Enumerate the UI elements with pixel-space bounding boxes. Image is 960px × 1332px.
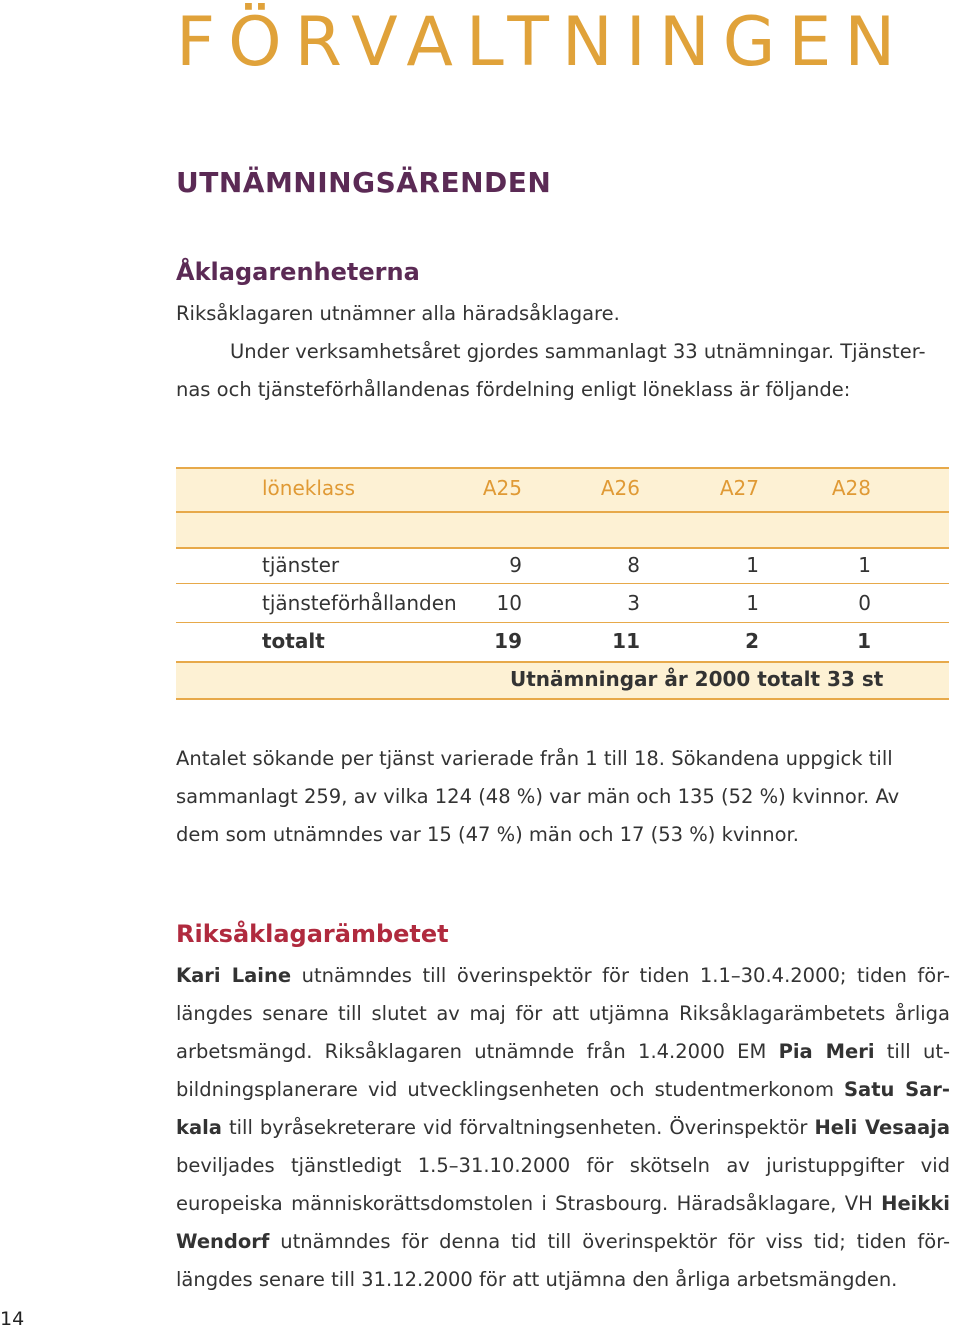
table-cell: 10	[496, 591, 522, 615]
person-name: Heikki	[881, 1192, 950, 1215]
paragraph-line: sammanlagt 259, av vilka 124 (48 %) var män och 135 (52 %) kvinnor. Av	[176, 785, 900, 808]
table-spacer-band	[176, 513, 949, 549]
page-number: 14	[0, 1308, 25, 1330]
subsection-heading-riksaklagarambetet: Riksåklagarämbetet	[176, 920, 449, 948]
table-header-cell: A26	[600, 476, 640, 500]
table-cell: 3	[627, 591, 640, 615]
table-rule	[176, 661, 949, 663]
table-row-label: tjänster	[262, 553, 340, 577]
paragraph-line: bildningsplanerare vid utvecklingsenheten och studentmerkonom Satu Sar-	[176, 1078, 951, 1101]
table-cell: 19	[494, 629, 522, 653]
paragraph-line: längdes senare till 31.12.2000 för att utjämna den årliga arbetsmängden.	[176, 1268, 898, 1291]
table-cell: 1	[857, 629, 871, 653]
table-rule	[176, 698, 949, 700]
applicants-paragraph	[176, 740, 899, 854]
table-rule	[176, 583, 949, 584]
appointments-paragraph	[176, 957, 950, 1299]
intro-line: Riksåklagaren utnämner alla häradsåklagare.	[176, 302, 620, 325]
table-footer: Utnämningar år 2000 totalt 33 st	[510, 667, 884, 691]
intro-paragraph	[176, 295, 926, 409]
paragraph-line: Antalet sökande per tjänst varierade från 1 till 18. Sökandena uppgick till	[176, 747, 893, 770]
table-header-cell: A27	[719, 476, 759, 500]
table-cell: 1	[746, 553, 759, 577]
table-cell: 2	[745, 629, 759, 653]
person-name: Heli Vesaaja	[814, 1116, 950, 1139]
table-cell: 1	[746, 591, 759, 615]
paragraph-line: Wendorf utnämndes för denna tid till överinspektör för viss tid; tiden för-	[176, 1230, 950, 1253]
table-cell: 9	[509, 553, 522, 577]
table-header-cell: A25	[482, 476, 522, 500]
page-title: FÖRVALTNINGEN	[176, 3, 909, 82]
person-name: Pia Meri	[778, 1040, 875, 1063]
paragraph-line: dem som utnämndes var 15 (47 %) män och 17 (53 %) kvinnor.	[176, 823, 799, 846]
paragraph-line: beviljades tjänstledigt 1.5–31.10.2000 för skötseln av juristuppgifter vid	[176, 1154, 950, 1177]
section-heading: UTNÄMNINGSÄRENDEN	[176, 166, 552, 199]
table-cell: 0	[858, 591, 871, 615]
paragraph-line: arbetsmängd. Riksåklagaren utnämnde från 1.4.2000 EM Pia Meri till ut-	[176, 1040, 951, 1063]
paragraph-line: Kari Laine utnämndes till överinspektör för tiden 1.1–30.4.2000; tiden för-	[176, 964, 950, 987]
paragraph-line: europeiska människorättsdomstolen i Strasbourg. Häradsåklagare, VH Heikki	[176, 1192, 950, 1215]
person-name: Kari Laine	[176, 964, 292, 987]
table-cell: 1	[858, 553, 871, 577]
paragraph-line: kala till byråsekreterare vid förvaltningsenheten. Överinspektör Heli Vesaaja	[176, 1116, 950, 1139]
table-rule	[176, 467, 949, 469]
salary-class-table	[176, 467, 949, 700]
table-cell: 8	[627, 553, 640, 577]
intro-line: Under verksamhetsåret gjordes sammanlagt 33 utnämningar. Tjänster-	[230, 340, 926, 363]
table-header-cell: löneklass	[262, 476, 356, 500]
person-name: Satu Sar-	[844, 1078, 951, 1101]
table-rule	[176, 547, 949, 549]
table-rule	[176, 622, 949, 623]
table-row-label: totalt	[262, 629, 325, 653]
table-row-label: tjänsteförhållanden	[262, 591, 457, 615]
intro-line: nas och tjänsteförhållandenas fördelning enligt löneklass är följande:	[176, 378, 851, 401]
table-header-cell: A28	[831, 476, 871, 500]
subsection-heading-aklagarenheterna: Åklagarenheterna	[176, 258, 420, 286]
paragraph-line: längdes senare till slutet av maj för att utjämna Riksåklagarämbetets årliga	[176, 1002, 950, 1025]
person-name: Wendorf	[176, 1230, 270, 1253]
table-cell: 11	[612, 629, 640, 653]
person-name: kala	[176, 1116, 222, 1139]
